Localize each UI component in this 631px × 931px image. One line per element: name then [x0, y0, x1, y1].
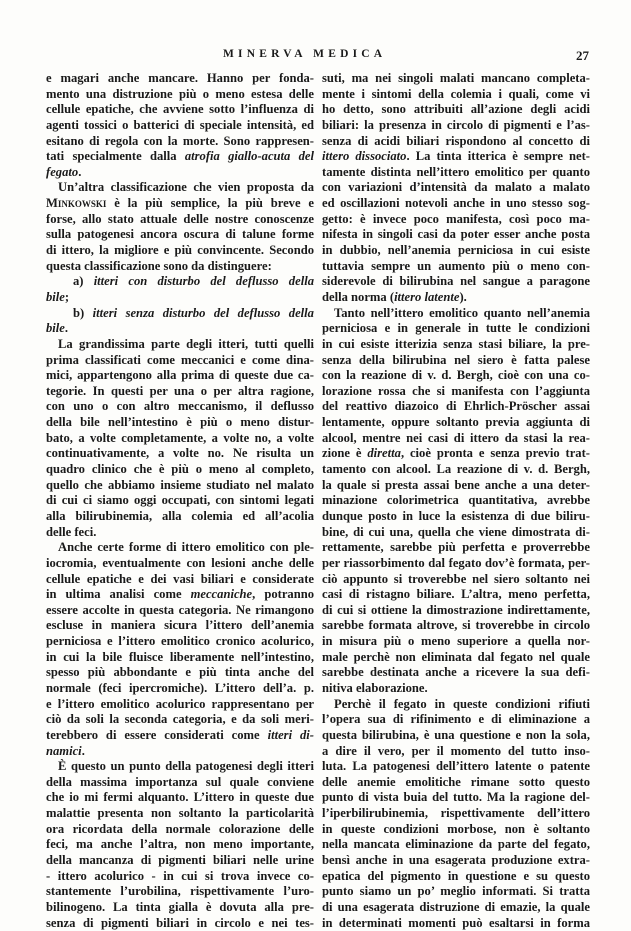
text-run: tamente distinta nell’ittero emolitico per quanto — [322, 164, 590, 179]
text-run: nitiva elaborazione. — [322, 680, 428, 695]
text-run: tuttavia sempre un aumento più o meno con- — [322, 258, 590, 273]
text-run: cellule epatiche, che avviene sotto l’influenza di — [46, 102, 314, 117]
text-run: della bile nell’intestino è più o meno distur- — [46, 415, 314, 430]
text-line — [322, 321, 590, 337]
text-line — [322, 259, 590, 275]
text-line — [46, 837, 314, 853]
text-run: perniciosa e in generale in tutte le condizioni — [322, 321, 590, 336]
text-run: in dubbio, nell’anemia perniciosa in cui esiste — [322, 243, 590, 258]
text-line — [46, 572, 314, 588]
text-run: e l’ittero emolitico acolurico rappresentano per — [46, 696, 314, 711]
text-run: normale (feci ipercromiche). L’ittero dell’a. p. — [46, 680, 314, 695]
text-line — [322, 337, 590, 353]
text-run: feci, ma anche l’altra, non meno importante, — [46, 837, 314, 852]
italic-text: itteri senza disturbo del deflusso della — [92, 305, 314, 320]
text-run: con la reazione di v. d. Bergh, cioè con una co- — [322, 368, 590, 383]
text-line — [322, 368, 590, 384]
text-run: punto siamo un po’ meglio informati. Si tratta — [322, 884, 590, 899]
text-run: bensì anche in una esagerata produzione extra- — [322, 853, 590, 868]
text-line — [322, 853, 590, 869]
text-run: sulla patogenesi ancora oscura di talune forme — [46, 227, 314, 242]
text-line — [46, 916, 314, 931]
text-line — [322, 681, 590, 697]
text-line — [322, 900, 590, 916]
text-line — [46, 790, 314, 806]
text-run: delle feci. — [46, 524, 97, 539]
text-run: delle anemie emolitiche rimane sotto questo — [322, 774, 590, 789]
text-line — [46, 869, 314, 885]
text-line — [46, 525, 314, 541]
text-line — [322, 869, 590, 885]
text-line — [46, 478, 314, 494]
text-line — [46, 196, 314, 212]
text-run: ciò appunto si troverebbe nel siero soltanto nei — [322, 571, 590, 586]
left-column — [46, 71, 314, 931]
text-line — [46, 806, 314, 822]
text-line — [322, 227, 590, 243]
text-run: è la più semplice, la più breve e — [106, 196, 314, 211]
italic-text: diretta — [367, 446, 401, 461]
text-line — [322, 353, 590, 369]
text-run: spesso più abbondante e più tinta anche del — [46, 665, 314, 680]
text-line — [46, 712, 314, 728]
text-line — [46, 243, 314, 259]
text-line — [46, 884, 314, 900]
text-run: nifesta in singoli casi da poter esser anche posta — [322, 227, 590, 242]
text-line — [322, 478, 590, 494]
text-run: con uno o con altro meccanismo, il deflusso — [46, 399, 314, 414]
text-line — [322, 102, 590, 118]
text-line — [322, 744, 590, 760]
italic-text: bile — [46, 289, 65, 304]
text-line — [46, 118, 314, 134]
text-line — [46, 618, 314, 634]
page-number: 27 — [576, 48, 589, 63]
text-line — [322, 149, 590, 165]
text-run: dunque posto in luce la esistenza di due biliru- — [322, 508, 590, 523]
text-line — [46, 227, 314, 243]
text-run: sarebbe destinata anche a ricevere la sua defi- — [322, 665, 590, 680]
text-line — [322, 243, 590, 259]
italic-text: ittero latente — [394, 289, 460, 304]
text-line — [46, 775, 314, 791]
text-run: Un’altra classificazione che vien proposta da — [58, 180, 314, 195]
text-run: di cui ci siamo oggi occupati, con sintomi legati — [46, 493, 314, 508]
italic-text: itteri con disturbo del deflusso della — [93, 274, 314, 289]
text-line — [46, 634, 314, 650]
text-run: casi di ristagno biliare. L’altra, meno perfetta, — [322, 587, 590, 602]
text-run: sarebbe formata altrove, si troverebbe in circolo — [322, 618, 590, 633]
text-run: in misura più o meno superiore a quella nor- — [322, 634, 590, 649]
text-run: prima classificati come meccanici e come dina- — [46, 352, 314, 367]
text-run: escluse in maniera sicura l’ittero dell’anemia — [46, 618, 314, 633]
text-run: Tanto nell’ittero emolitico quanto nell’anemia — [334, 305, 590, 320]
text-run: agenti tossici o batterici di speciale intensità, ed — [46, 117, 314, 132]
text-run: a dire il vero, per il momento del tutto inso- — [322, 743, 590, 758]
text-line — [46, 71, 314, 87]
text-line — [46, 399, 314, 415]
text-line — [46, 384, 314, 400]
text-run: quadro clinico che è più o meno al completo, — [46, 462, 314, 477]
text-run: perniciosa e l’ittero emolitico cronico acolurico, — [46, 634, 314, 649]
text-run: zione è — [322, 446, 368, 461]
text-run: terebbero di essere considerati come — [46, 727, 268, 742]
text-line — [322, 665, 590, 681]
text-run: tegorie. In questi per una o per altra ragione, — [46, 383, 314, 398]
text-run: lentamente, oppure soltanto previa aggiunta di — [322, 415, 590, 430]
text-run: senza della bilirubina nel siero è fatta palese — [322, 352, 590, 367]
text-run: ho detto, sono attribuiti all’azione degli acidi — [322, 102, 590, 117]
text-line — [322, 399, 590, 415]
journal-title: MINERVA MEDICA — [223, 48, 387, 60]
text-line — [322, 525, 590, 541]
text-line — [322, 509, 590, 525]
text-run: iocromia, eventualmente con lesioni anche delle — [46, 555, 314, 570]
text-run: . La tinta itterica è sempre net- — [406, 149, 590, 164]
text-line — [46, 759, 314, 775]
text-line — [46, 446, 314, 462]
right-column — [322, 71, 590, 931]
text-run: continuativamente, a volte no. Ne risulta un — [46, 446, 314, 461]
text-line — [46, 493, 314, 509]
text-run: per riassorbimento dal fegato dov’è formata, per- — [322, 555, 590, 570]
text-run: ; — [64, 289, 70, 304]
text-line — [322, 274, 590, 290]
text-run: di ittero, la migliore e più convincente. Secondo — [46, 243, 314, 258]
text-line — [46, 415, 314, 431]
text-line — [46, 274, 314, 290]
text-line — [322, 180, 590, 196]
text-run: forse, allo stato attuale delle nostre conoscenze — [46, 211, 314, 226]
text-run: l’iperbilirubinemia, rispettivamente dell’ittero — [322, 806, 590, 821]
text-line — [46, 212, 314, 228]
text-line — [46, 681, 314, 697]
text-run: - ittero acolurico - in cui si trova invece co- — [46, 868, 314, 883]
text-line — [322, 916, 590, 931]
text-line — [322, 618, 590, 634]
text-run: lorazione rossa che si manifesta con l’aggiunta — [322, 383, 590, 398]
text-run: ora ricordata della normale colorazione delle — [46, 821, 314, 836]
text-line — [322, 556, 590, 572]
text-run: ). — [459, 289, 467, 304]
text-line — [322, 759, 590, 775]
text-line — [322, 384, 590, 400]
italic-text: fegato — [46, 164, 79, 179]
text-run: mente i sintomi della colemia i quali, come vi — [322, 86, 590, 101]
text-run: ed oscillazioni notevoli anche in uno stesso sog- — [322, 196, 590, 211]
text-line — [46, 87, 314, 103]
text-run: , cioè pronta e senza previo trat- — [400, 446, 590, 461]
text-line — [322, 572, 590, 588]
text-line — [46, 306, 314, 322]
text-line — [46, 134, 314, 150]
italic-text: meccaniche — [190, 587, 253, 602]
text-line — [46, 650, 314, 666]
text-run: punto di vista buia del tutto. Ma la ragione del- — [322, 790, 590, 805]
text-run: che io mi fermi alquanto. L’ittero in queste due — [46, 790, 314, 805]
text-run: in queste condizioni morbose, non è soltanto — [322, 821, 590, 836]
text-run: mento una distruzione più o meno estesa delle — [46, 86, 314, 101]
text-line — [46, 462, 314, 478]
text-line — [322, 540, 590, 556]
text-line — [46, 728, 314, 744]
text-line — [46, 900, 314, 916]
text-line — [46, 368, 314, 384]
text-run: e magari anche mancare. Hanno per fonda- — [46, 71, 314, 85]
italic-text: ittero dissociato — [322, 149, 407, 164]
text-run: quello che abbiamo insieme studiato nel malato — [46, 477, 314, 492]
text-run: a) — [73, 274, 94, 289]
text-run: bato, a volte completamente, a volte no, a volte — [46, 430, 314, 445]
text-run: tamento con alcool. La reazione di v. d. Bergh, — [322, 462, 590, 477]
text-run: in cui la bile fluisce liberamente nell’intestino, — [46, 649, 314, 664]
text-line — [46, 165, 314, 181]
text-run: getto: è invece poco manifesta, così poco ma- — [322, 211, 590, 226]
text-line — [322, 118, 590, 134]
text-run: nella mancata eliminazione da parte del fegato, — [322, 837, 590, 852]
author-name: Minkowski — [46, 196, 107, 211]
text-line — [322, 462, 590, 478]
text-line — [46, 353, 314, 369]
text-line — [322, 212, 590, 228]
text-run: cellule epatiche e dei vasi biliari e considerate — [46, 571, 314, 586]
text-line — [46, 556, 314, 572]
text-line — [322, 806, 590, 822]
text-line — [322, 728, 590, 744]
text-run: in cui esiste itterizia senza stasi biliare, la pre- — [322, 336, 590, 351]
text-run: della norma ( — [322, 289, 395, 304]
text-run: senza di acidi biliari rispondono al concetto di — [322, 133, 590, 148]
text-line — [322, 87, 590, 103]
text-run: male perchè non eliminata dal fegato nel quale — [322, 649, 590, 664]
text-line — [322, 587, 590, 603]
text-run: mici, appartengono alla prima di queste due ca- — [46, 368, 314, 383]
text-run: senza di pigmenti biliari in circolo e nei tes- — [46, 915, 314, 930]
text-run: biliari: la presenza in circolo di pigmenti e l’as- — [322, 117, 590, 132]
text-run: di cui si ottiene la dimostrazione indirettamente, — [322, 602, 590, 617]
text-run: alcool, mentre nei casi di ittero da stasi la rea- — [322, 430, 590, 445]
text-run: alla bilirubinemia, alla colemia ed all’acolia — [46, 508, 314, 523]
text-line — [46, 587, 314, 603]
text-line — [46, 149, 314, 165]
text-run: Anche certe forme di ittero emolitico con ple- — [58, 540, 314, 555]
text-run: questa bilirubina, è una questione e non la sola, — [322, 727, 590, 742]
text-run: bine, di cui una, quella che viene dimostrata di- — [322, 524, 590, 539]
text-run: la quale si presta assai bene anche a una deter- — [322, 477, 590, 492]
text-line — [46, 665, 314, 681]
text-run: . — [64, 321, 69, 336]
text-line — [322, 165, 590, 181]
text-run: del reattivo diazoico di Ehrlich-Pröscher assai — [322, 399, 590, 414]
text-line — [46, 259, 314, 275]
italic-text: namici — [46, 743, 82, 758]
text-line — [322, 71, 590, 87]
text-run: rettamente, sarebbe più perfetta e proverrebbe — [322, 540, 590, 555]
text-run: l’opera sua di rifinimento e di eliminazione a — [322, 712, 590, 727]
text-run: bilinogeno. La tinta gialla è dovuta alla pre- — [46, 899, 314, 914]
text-run: esitano di regola con la morte. Sono rappresen- — [46, 133, 314, 148]
text-line — [46, 744, 314, 760]
text-line — [322, 650, 590, 666]
text-run: b) — [73, 305, 93, 320]
text-run: È questo un punto della patogenesi degli itteri — [58, 759, 314, 774]
text-line — [46, 540, 314, 556]
text-line — [322, 837, 590, 853]
text-line — [322, 822, 590, 838]
text-line — [46, 853, 314, 869]
text-line — [46, 697, 314, 713]
text-run: malattie presenta non soltanto la particolarità — [46, 806, 314, 821]
text-line — [46, 822, 314, 838]
text-line — [46, 180, 314, 196]
text-line — [46, 102, 314, 118]
text-line — [322, 634, 590, 650]
text-run: . — [81, 743, 85, 758]
text-line — [46, 431, 314, 447]
text-run: stantemente l’urobilina, rispettivamente l’uro- — [46, 884, 314, 899]
text-run: essere accolte in questa categoria. Ne rimangono — [46, 602, 314, 617]
text-line — [322, 603, 590, 619]
text-run: di una esagerata distruzione di emazie, la quale — [322, 899, 590, 914]
running-header — [0, 48, 631, 66]
text-run: della mancanza di pigmenti biliari nelle urine — [46, 853, 314, 868]
text-line — [46, 509, 314, 525]
text-line — [322, 884, 590, 900]
text-line — [322, 415, 590, 431]
italic-text: itteri di- — [267, 727, 314, 742]
text-line — [322, 134, 590, 150]
text-run: luta. La patogenesi dell’ittero latente o patente — [322, 759, 590, 774]
text-run: con variazioni d’intensità da malato a malato — [322, 180, 590, 195]
text-run: Perchè il fegato in queste condizioni rifiuti — [334, 696, 590, 711]
text-line — [322, 775, 590, 791]
text-run: epatica del pigmento in questione e su questo — [322, 868, 590, 883]
text-run: suti, ma nei singoli malati mancano completa- — [322, 71, 590, 85]
text-line — [46, 337, 314, 353]
text-line — [322, 790, 590, 806]
italic-text: atrofia giallo-acuta del — [184, 149, 314, 164]
text-run: in determinati momenti può esaltarsi in forma — [322, 915, 590, 930]
text-run: ciò da soli la seconda categoria, e da soli meri- — [46, 712, 314, 727]
text-line — [46, 603, 314, 619]
text-line — [322, 306, 590, 322]
text-line — [322, 493, 590, 509]
text-line — [322, 431, 590, 447]
text-line — [322, 446, 590, 462]
text-line — [322, 196, 590, 212]
text-run: minazione colorimetrica quantitativa, avrebbe — [322, 493, 590, 508]
text-line — [322, 290, 590, 306]
text-run: in ultima analisi come — [46, 587, 191, 602]
text-line — [46, 321, 314, 337]
text-line — [322, 697, 590, 713]
text-run: della massima importanza sul quale conviene — [46, 774, 314, 789]
text-line — [322, 712, 590, 728]
text-run: siderevole di bilirubina nel sangue a paragone — [322, 274, 590, 289]
text-run: La grandissima parte degli itteri, tutti quelli — [58, 336, 314, 351]
text-run: , potranno — [252, 587, 315, 602]
italic-text: bile — [46, 321, 65, 336]
text-run: questa classificazione sono da distinguere: — [46, 258, 272, 273]
text-run: tati specialmente dalla — [46, 149, 185, 164]
text-line — [46, 290, 314, 306]
text-run: . — [78, 164, 82, 179]
